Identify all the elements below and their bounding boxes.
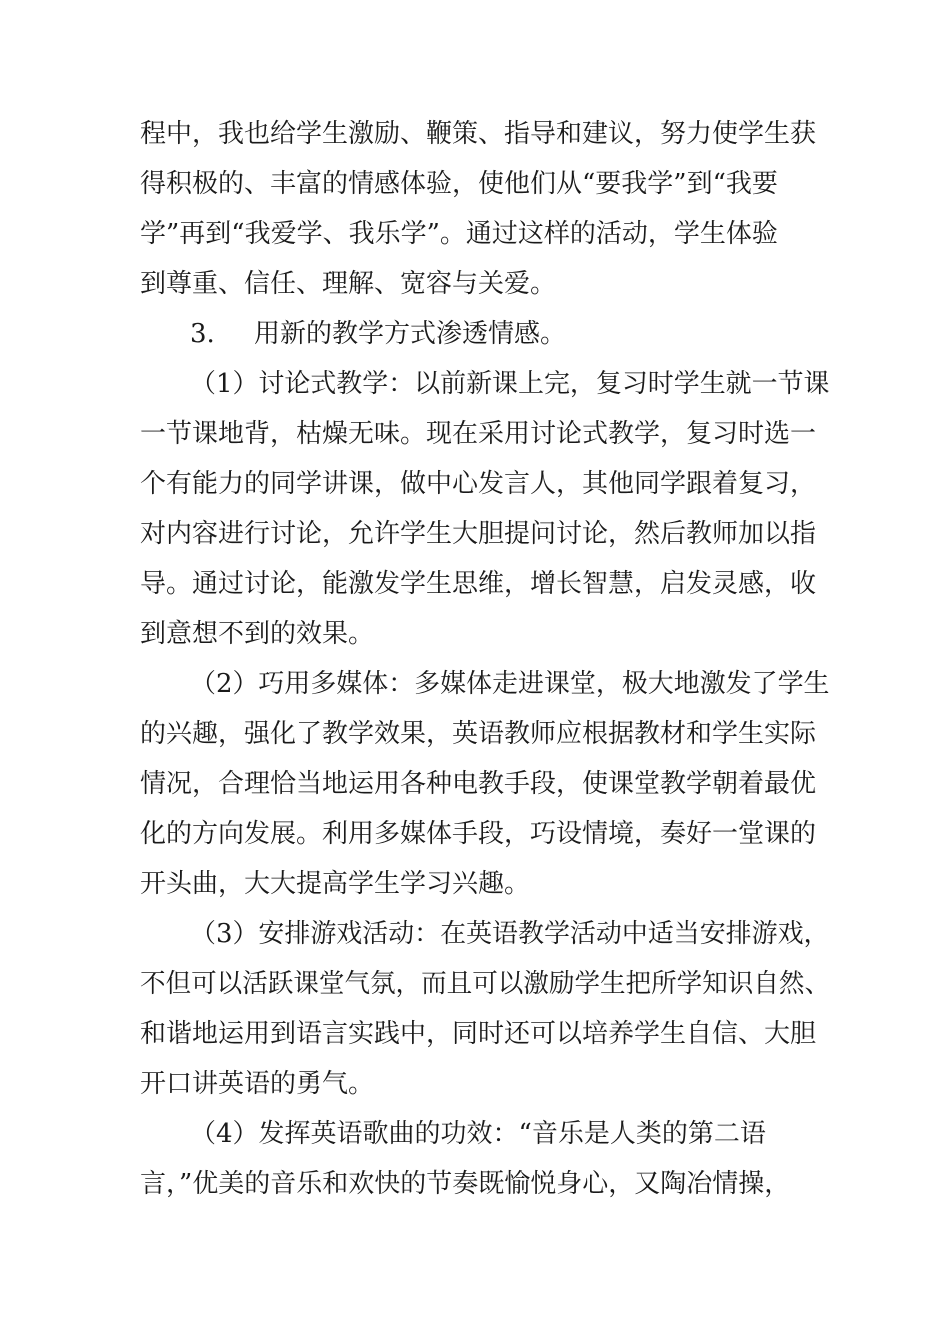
item-2-line-5: 开头曲，大大提高学生学习兴趣。 [140, 869, 531, 899]
item-2-line-4: 化的方向发展。利用多媒体手段，巧设情境，奏好一堂课的 [140, 819, 817, 849]
item-2-line-1: （2）巧用多媒体：多媒体走进课堂，极大地激发了学生 [190, 669, 830, 699]
item-1-line-1: （1）讨论式教学：以前新课上完，复习时学生就一节课 [190, 369, 830, 399]
item-4-line-2: 言，”优美的音乐和欢快的节奏既愉悦身心，又陶冶情操， [140, 1169, 791, 1199]
item-1-line-6: 到意想不到的效果。 [140, 619, 375, 649]
section-number: 3. [190, 319, 215, 349]
intro-line-4: 到尊重、信任、理解、宽容与关爱。 [140, 269, 557, 299]
item-3-line-2: 不但可以活跃课堂气氛，而且可以激励学生把所学知识自然、 [140, 969, 831, 999]
item-1-line-4: 对内容进行讨论，允许学生大胆提问讨论，然后教师加以指 [140, 519, 817, 549]
item-3-line-4: 开口讲英语的勇气。 [140, 1069, 375, 1099]
item-1-line-3: 个有能力的同学讲课，做中心发言人，其他同学跟着复习， [140, 469, 817, 499]
item-2-line-2: 的兴趣，强化了教学效果，英语教师应根据教材和学生实际 [140, 719, 817, 749]
item-3-line-1: （3）安排游戏活动：在英语教学活动中适当安排游戏， [190, 919, 830, 949]
section-title: 用新的教学方式渗透情感。 [254, 319, 567, 349]
item-3-line-3: 和谐地运用到语言实践中，同时还可以培养学生自信、大胆 [140, 1019, 817, 1049]
intro-line-2: 得积极的、丰富的情感体验，使他们从“要我学”到“我要 [140, 169, 778, 199]
intro-line-3: 学”再到“我爱学、我乐学”。通过这样的活动，学生体验 [140, 219, 778, 249]
intro-line-1: 程中，我也给学生激励、鞭策、指导和建议，努力使学生获 [140, 119, 817, 149]
item-2-line-3: 情况，合理恰当地运用各种电教手段，使课堂教学朝着最优 [140, 769, 817, 799]
item-1-line-2: 一节课地背，枯燥无味。现在采用讨论式教学，复习时选一 [140, 419, 817, 449]
item-1-line-5: 导。通过讨论，能激发学生思维，增长智慧，启发灵感，收 [140, 569, 817, 599]
item-4-line-1: （4）发挥英语歌曲的功效：“音乐是人类的第二语 [190, 1119, 766, 1149]
